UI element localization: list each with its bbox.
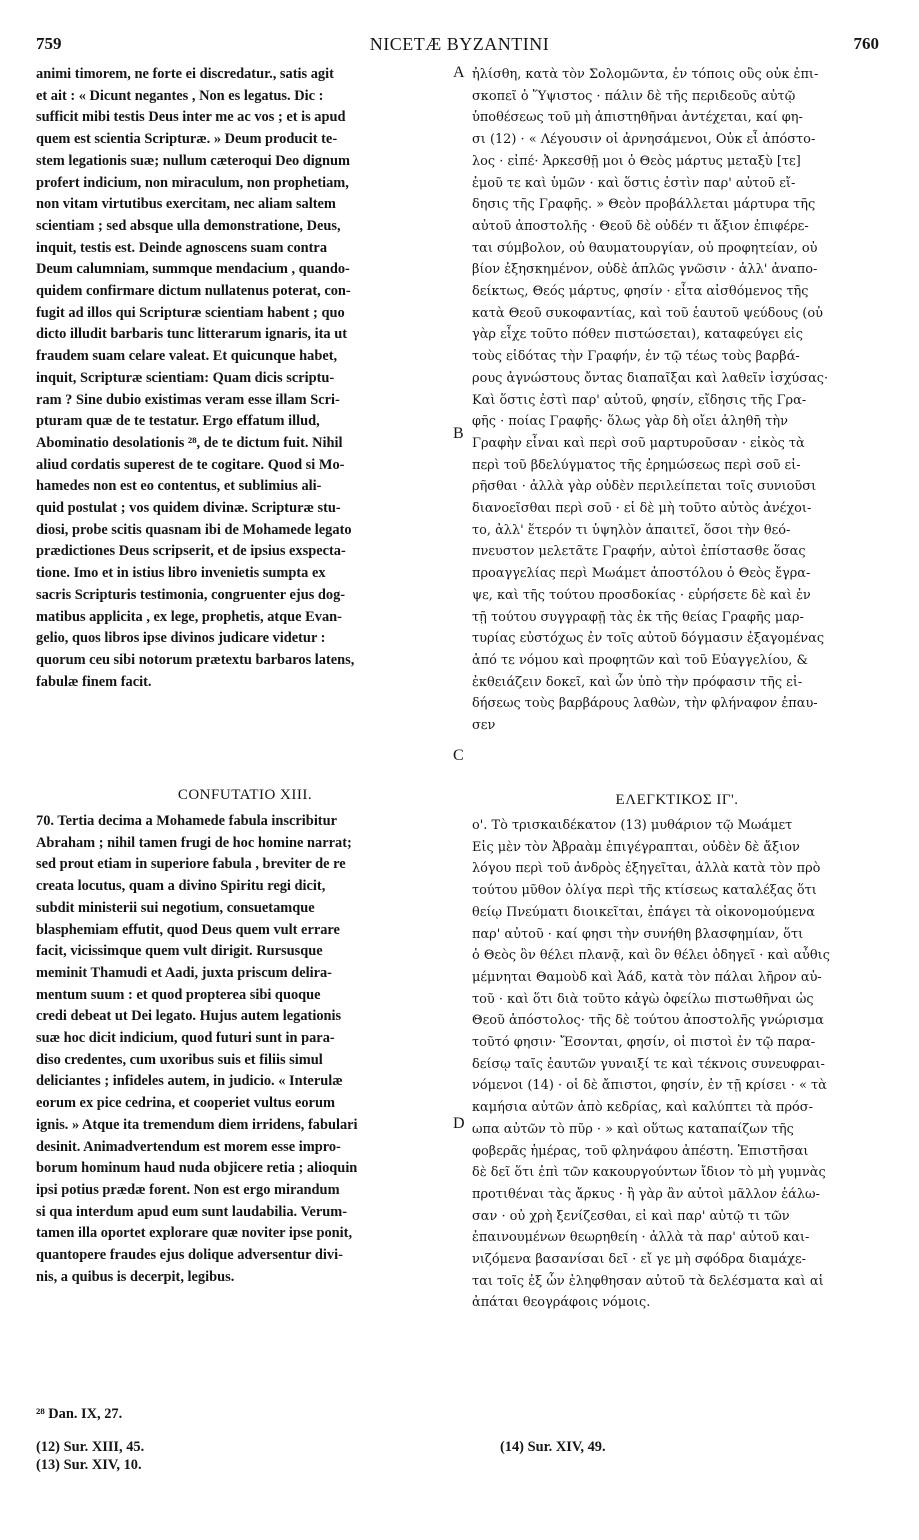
text-line: το, ἀλλ' ἕτερόν τι ὑψηλὸν ἀπαιτεῖ, ὅσοι τὴν θεό- bbox=[472, 522, 791, 538]
text-line: deliciantes ; infideles autem, in judicio. « Interulæ bbox=[36, 1073, 343, 1090]
text-line: ignis. » Atque ita tremendum diem irridens, fabulari bbox=[36, 1116, 358, 1133]
text-line: ἀπάται θεογράφοις νόμοις. bbox=[472, 1295, 651, 1311]
text-line: ἐμοῦ τε καὶ ὑμῶν · καὶ ὅστις ἐστὶν παρ' αὐτοῦ εἴ- bbox=[472, 175, 796, 191]
text-line: Γραφὴν εἶναι καὶ περὶ σοῦ μαρτυροῦσαν · εἰκὸς τὰ bbox=[472, 435, 805, 451]
text-line: quantopere fraudes ejus dolique adversentur divi- bbox=[36, 1247, 343, 1264]
text-line: inquit, Scripturæ scientiam: Quam dicis scriptu- bbox=[36, 369, 335, 386]
text-line: περὶ τοῦ βδελύγματος τῆς ἐρημώσεως περὶ σοῦ εἰ- bbox=[472, 457, 801, 473]
text-line: ωπα αὐτῶν τὸ πῦρ · » καὶ οὕτως καταπαίζων τῆς bbox=[472, 1121, 794, 1137]
text-line: Abraham ; nihil tamen frugi de hoc homine narrat; bbox=[36, 834, 352, 851]
margin-marker-b: B bbox=[453, 425, 464, 442]
text-line: quidem confirmare dictum nullatenus poterat, con- bbox=[36, 283, 351, 300]
text-line: suæ hoc dicit indicium, quod futuri sunt in para- bbox=[36, 1030, 335, 1047]
text-line: diso credentes, cum uxoribus suis et filiis simul bbox=[36, 1051, 323, 1068]
text-line: νόμενοι (14) · οἱ δὲ ἄπιστοι, φησίν, ἐν τῇ κρίσει · « τὰ bbox=[472, 1078, 827, 1094]
text-line: δησις τῆς Γραφῆς. » Θεὸν προβάλλεται μάρτυρα τῆς bbox=[472, 197, 816, 213]
text-line: δείσῳ ταῖς ἑαυτῶν γυναιξί τε καὶ τέκνοις συνευφραι- bbox=[472, 1056, 825, 1072]
text-line: θείῳ Πνεύματι διοικεῖται, ἐπάγει τὰ οἰκονομούμενα bbox=[472, 904, 815, 920]
text-line: σκοπεῖ ὁ Ὕψιστος · πάλιν δὲ τῆς περιδεοῦς αὐτῷ bbox=[472, 88, 796, 104]
text-line: δείκτως, Θεός μάρτυς, φησίν · εἶτα αἰσθόμενος τῆς bbox=[472, 284, 809, 300]
text-line: profert indicium, non miraculum, non prophetiam, bbox=[36, 174, 349, 191]
text-line: Καὶ ὅστις ἐστὶ παρ' αὐτοῦ, φησίν, εἴδησις τῆς Γρα- bbox=[472, 392, 807, 408]
text-line: quem est scientia Scripturæ. » Deum producit te- bbox=[36, 131, 338, 148]
text-line: ὁ Θεὸς ὃν θέλει πλανᾷ, καὶ ὃν θέλει ὁδηγεῖ · καὶ αὖθις bbox=[472, 948, 830, 964]
running-title: NICETÆ BYZANTINI bbox=[369, 34, 550, 54]
text-line: quorum ceu sibi notorum prætextu barbaros latens, bbox=[36, 651, 355, 668]
text-line: βίον ἐξησκημένον, οὐδὲ ἁπλῶς γνῶσιν · ἀλλ' ἀναπο- bbox=[472, 262, 818, 278]
text-line: ρῆσθαι · ἀλλὰ γὰρ οὐδὲν περιλείπεται τοῖς συνιοῦσι bbox=[472, 479, 817, 495]
text-line: subdit ministerii sui negotium, consuetamque bbox=[36, 899, 315, 916]
text-line: τούτου μῦθον ὀλίγα περὶ τῆς κτίσεως καταλέξας ὅτι bbox=[472, 883, 817, 899]
text-line: πνευστον μελετᾶτε Γραφήν, αὐτοὶ ἐπίστασθε ὅσας bbox=[472, 544, 806, 560]
text-line: inquit, testis est. Deinde agnoscens suam contra bbox=[36, 239, 328, 256]
page-number-left: 759 bbox=[36, 34, 62, 53]
margin-marker-a: A bbox=[453, 64, 465, 81]
greek-heading: ΕΛΕΓΚΤΙΚΟΣ ΙΓ'. bbox=[615, 792, 739, 808]
text-line: ὑποθέσεως τοῦ μὴ ἀπιστηθῆναι ἀντέχεται, καί φη- bbox=[472, 110, 803, 126]
text-line: pturam quæ de te testatur. Ergo effatum illud, bbox=[36, 413, 320, 430]
text-line: ἀπό τε νόμου καὶ προφητῶν καὶ τοῦ Εὐαγγελίου, & bbox=[472, 652, 808, 668]
text-line: matibus applicita , ex lege, prophetis, atque Evan- bbox=[36, 608, 342, 625]
text-line: σεν bbox=[472, 718, 496, 734]
text-line: quid postulat ; vos quidem divinæ. Scripturæ stu- bbox=[36, 500, 341, 517]
text-line: σαν · οὐ χρὴ ξενίζεσθαι, εἰ καὶ παρ' αὐτῷ τι τῶν bbox=[472, 1208, 790, 1224]
text-line: ram ? Sine dubio existimas veram esse illam Scri- bbox=[36, 391, 340, 408]
text-line: τυρίας εὐστόχως ἐν τοῖς αὐτοῦ δόγμασιν ἐξαγομένας bbox=[472, 631, 825, 647]
text-line: ο'. Τὸ τρισκαιδέκατον (13) μυθάριον τῷ Μωάμετ bbox=[472, 818, 793, 833]
text-line: δὲ δεῖ ὅτι ἐπὶ τῶν κακουργούντων ἴδιον τὸ μὴ γυμνὰς bbox=[472, 1165, 826, 1181]
footnote-dan: ²⁸ Dan. IX, 27. bbox=[36, 1406, 123, 1422]
text-line: desinit. Animadvertendum est morem esse impro- bbox=[36, 1138, 341, 1155]
text-line: sacris Scripturis testimonia, congruenter ejus dog- bbox=[36, 586, 346, 603]
text-line: fabulæ finem facit. bbox=[36, 673, 152, 690]
latin-column-top bbox=[36, 64, 454, 693]
text-line: stem legationis suæ; nullum cæteroqui Deo dignum bbox=[36, 152, 350, 169]
text-line: καμήσια αὐτῶν ἀπὸ κεδρίας, καὶ καλύπτει τὰ πρόσ- bbox=[472, 1100, 813, 1116]
text-line: ἐκθειάζειν δοκεῖ, καὶ ὧν ὑπὸ τὴν πρόφασιν τῆς εἰ- bbox=[472, 674, 803, 690]
text-line: ἠλίσθη, κατὰ τὸν Σολομῶντα, ἐν τόποις οὓς οὐκ ἐπι- bbox=[472, 67, 819, 82]
text-line: ipsi potius prædæ forent. Non est ergo mirandum bbox=[36, 1181, 340, 1198]
text-line: λόγου περὶ τοῦ ἀνδρὸς ἐξηγεῖται, ἀλλὰ κατὰ τὸν πρὸ bbox=[472, 861, 821, 877]
text-line: Abominatio desolationis ²⁸, de te dictum fuit. Nihil bbox=[36, 434, 343, 451]
text-line: fugit ad illos qui Scripturæ scientiam habent ; quo bbox=[36, 304, 345, 321]
text-line: Θεοῦ ἀπόστολος· τῆς δὲ τούτου ἀποστολῆς γνώρισμα bbox=[472, 1013, 824, 1029]
text-line: σι (12) · « Λέγουσιν οἱ ἀρνησάμενοι, Οὐκ εἶ ἀπόστο- bbox=[472, 132, 816, 148]
text-line: diosi, probe scitis quasnam ibi de Mohamede legato bbox=[36, 521, 352, 538]
margin-marker-c: C bbox=[453, 747, 464, 764]
text-line: credi debeat ut Dei legato. Hujus autem legationis bbox=[36, 1008, 342, 1025]
text-line: δήσεως τοὺς βαρβάρους λαθὼν, τὴν φλήναφον ἐπαυ- bbox=[472, 696, 818, 712]
text-line: Εἰς μὲν τὸν Ἀβραὰμ ἐπιγέγραπται, οὐδὲν δὲ ἄξιον bbox=[472, 839, 800, 855]
text-line: nis, a quibus is decerpit, legibus. bbox=[36, 1268, 235, 1285]
text-line: blasphemiam effutit, quod Deus quem vult errare bbox=[36, 921, 340, 938]
text-line: borum hominum haud nuda objicere retia ; alioquin bbox=[36, 1160, 358, 1177]
text-line: aliud cordatis superest de te cogitare. Quod si Mo- bbox=[36, 456, 345, 473]
text-line: τῇ τούτου συγγραφῇ τὰς ἐκ τῆς θείας Γραφῆς μαρ- bbox=[472, 609, 804, 625]
text-line: tione. Imo et in istius libro invenietis sumpta ex bbox=[36, 565, 326, 582]
text-line: eorum ex pice cedrina, et cooperiet vultus eorum bbox=[36, 1095, 335, 1112]
text-line: gelio, quos libros ipse divinos judicare videtur : bbox=[36, 630, 326, 647]
text-line: παρ' αὐτοῦ · καί φησι τὴν συνήθη βλασφημίαν, ὅτι bbox=[472, 926, 804, 942]
text-line: fraudem suam celare valeat. Et quicunque habet, bbox=[36, 348, 338, 365]
text-line: creata locutus, quam a divino Spiritu regi dicit, bbox=[36, 878, 326, 895]
text-line: sufficit mibi testis Deus inter me ac vos ; et is apud bbox=[36, 109, 346, 126]
page-number-right: 760 bbox=[853, 34, 879, 53]
text-line: meminit Thamudi et Aadi, juxta priscum delira- bbox=[36, 964, 332, 981]
text-line: non vitam virtutibus exercitam, nec aliam saltem bbox=[36, 196, 336, 213]
text-line: γὰρ εἶχε τοῦτο πόθεν πιστώσεται), καταφεύγει εἰς bbox=[472, 327, 803, 343]
text-line: τοῦ · καὶ ὅτι διὰ τοῦτο κἀγὼ ὀφείλω πιστωθῆναι ὡς bbox=[472, 991, 814, 1007]
text-line: τοῦτό φησιν· Ἔσονται, φησίν, οἱ πιστοὶ ἐν τῷ παρα- bbox=[472, 1035, 816, 1051]
text-line: 70. Tertia decima a Mohamede fabula inscribitur bbox=[36, 813, 337, 829]
footnote-14: (14) Sur. XIV, 49. bbox=[500, 1439, 606, 1455]
text-line: ψε, καὶ τῆς τούτου προσδοκίας · εὑρήσετε δὲ καὶ ἐν bbox=[472, 587, 811, 603]
text-line: νιζόμενα βασανίσαι δεῖ · εἴ γε μὴ σφόδρα διαμάχε- bbox=[472, 1252, 807, 1268]
text-line: ρους ἀγνώστους ὄντας διαπαῖξαι καὶ λαθεῖν ἰσχύσας· bbox=[472, 370, 829, 386]
greek-column-top bbox=[472, 64, 882, 737]
text-line: mentum suum : et quod propterea sibi quoque bbox=[36, 986, 321, 1003]
text-line: φοβερᾶς ἡμέρας, τοῦ φληνάφου ἀπέστη. Ἐπιστῆσαι bbox=[472, 1143, 809, 1159]
text-line: si qua interdum apud eum sunt laudabilia. Verum- bbox=[36, 1203, 348, 1220]
text-line: προτιθέναι τὰς ἄρκυς · ἢ γὰρ ἂν αὐτοὶ μᾶλλον ἑάλω- bbox=[472, 1186, 820, 1202]
text-line: hamedes non est eo contentus, et sublimius ali- bbox=[36, 478, 322, 495]
text-line: προαγγελίας περὶ Μωάμετ ἀποστόλου ὁ Θεὸς ἔγρα- bbox=[472, 566, 811, 582]
text-line: ἐπαινουμένων θεωρηθείη · ἀλλὰ τὰ παρ' αὐτοῦ και- bbox=[472, 1230, 810, 1246]
text-line: facit, vicissimque quem vult dirigit. Rursusque bbox=[36, 943, 323, 960]
text-line: animi timorem, ne forte ei discredatur., satis agit bbox=[36, 66, 334, 82]
latin-column-bottom bbox=[36, 811, 454, 1288]
text-line: ται τοῖς ἐξ ὧν ἐληφθησαν αὐτοῦ τὰ δελέσματα καὶ αἱ bbox=[472, 1273, 824, 1289]
margin-marker-d: D bbox=[453, 1115, 465, 1132]
text-line: φῆς · ποίας Γραφῆς· ὅλως γὰρ δὴ οἴει ἀληθῆ τὴν bbox=[472, 414, 788, 430]
text-line: αὐτοῦ ἀποστολῆς · Θεοῦ δὲ οὐδέν τι ἄξιον ἐπιφέρε- bbox=[472, 218, 809, 234]
text-line: sed prout etiam in superiore fabula , breviter de re bbox=[36, 856, 346, 873]
latin-heading: CONFUTATIO XIII. bbox=[177, 787, 313, 803]
text-line: τοὺς εἰδότας τὴν Γραφήν, ἐν τῷ τέως τοὺς βαρβά- bbox=[472, 349, 800, 365]
text-line: διανοεῖσθαι περὶ σοῦ · εἰ δὲ μὴ τοῦτο αὐτὸς ἀνέχοι- bbox=[472, 501, 812, 517]
text-line: λος · εἰπέ· Ἀρκεσθῇ μοι ὁ Θεὸς μάρτυς μεταξὺ [τε] bbox=[472, 153, 801, 169]
text-line: scientiam ; sed absque ulla demonstratione, Deus, bbox=[36, 217, 341, 234]
text-line: et ait : « Dicunt negantes , Non es legatus. Dic : bbox=[36, 87, 324, 104]
footnote-12: (12) Sur. XIII, 45. bbox=[36, 1439, 145, 1455]
text-line: κατὰ Θεοῦ συκοφαντίας, καὶ τοῦ ἑαυτοῦ ψεύδους (οὐ bbox=[472, 305, 823, 321]
footnote-13: (13) Sur. XIV, 10. bbox=[36, 1457, 142, 1473]
text-line: Deum calumniam, summque mendacium , quando- bbox=[36, 261, 350, 278]
text-line: tamen illa oportet explorare quæ noviter ipse ponit, bbox=[36, 1225, 353, 1242]
text-line: ται σύμβολον, οὐ θαυματουργίαν, οὐ προφητείαν, οὐ bbox=[472, 240, 818, 256]
text-line: prædictiones Deus scripserit, et de ipsius exspecta- bbox=[36, 543, 346, 560]
text-line: μέμνηται Θαμοὺδ καὶ Ἀάδ, κατὰ τὸν πάλαι λῆρον αὐ- bbox=[472, 969, 822, 985]
greek-column-bottom bbox=[472, 815, 882, 1314]
text-line: dicto illudit barbaris tunc litterarum ignaris, ita ut bbox=[36, 326, 347, 343]
